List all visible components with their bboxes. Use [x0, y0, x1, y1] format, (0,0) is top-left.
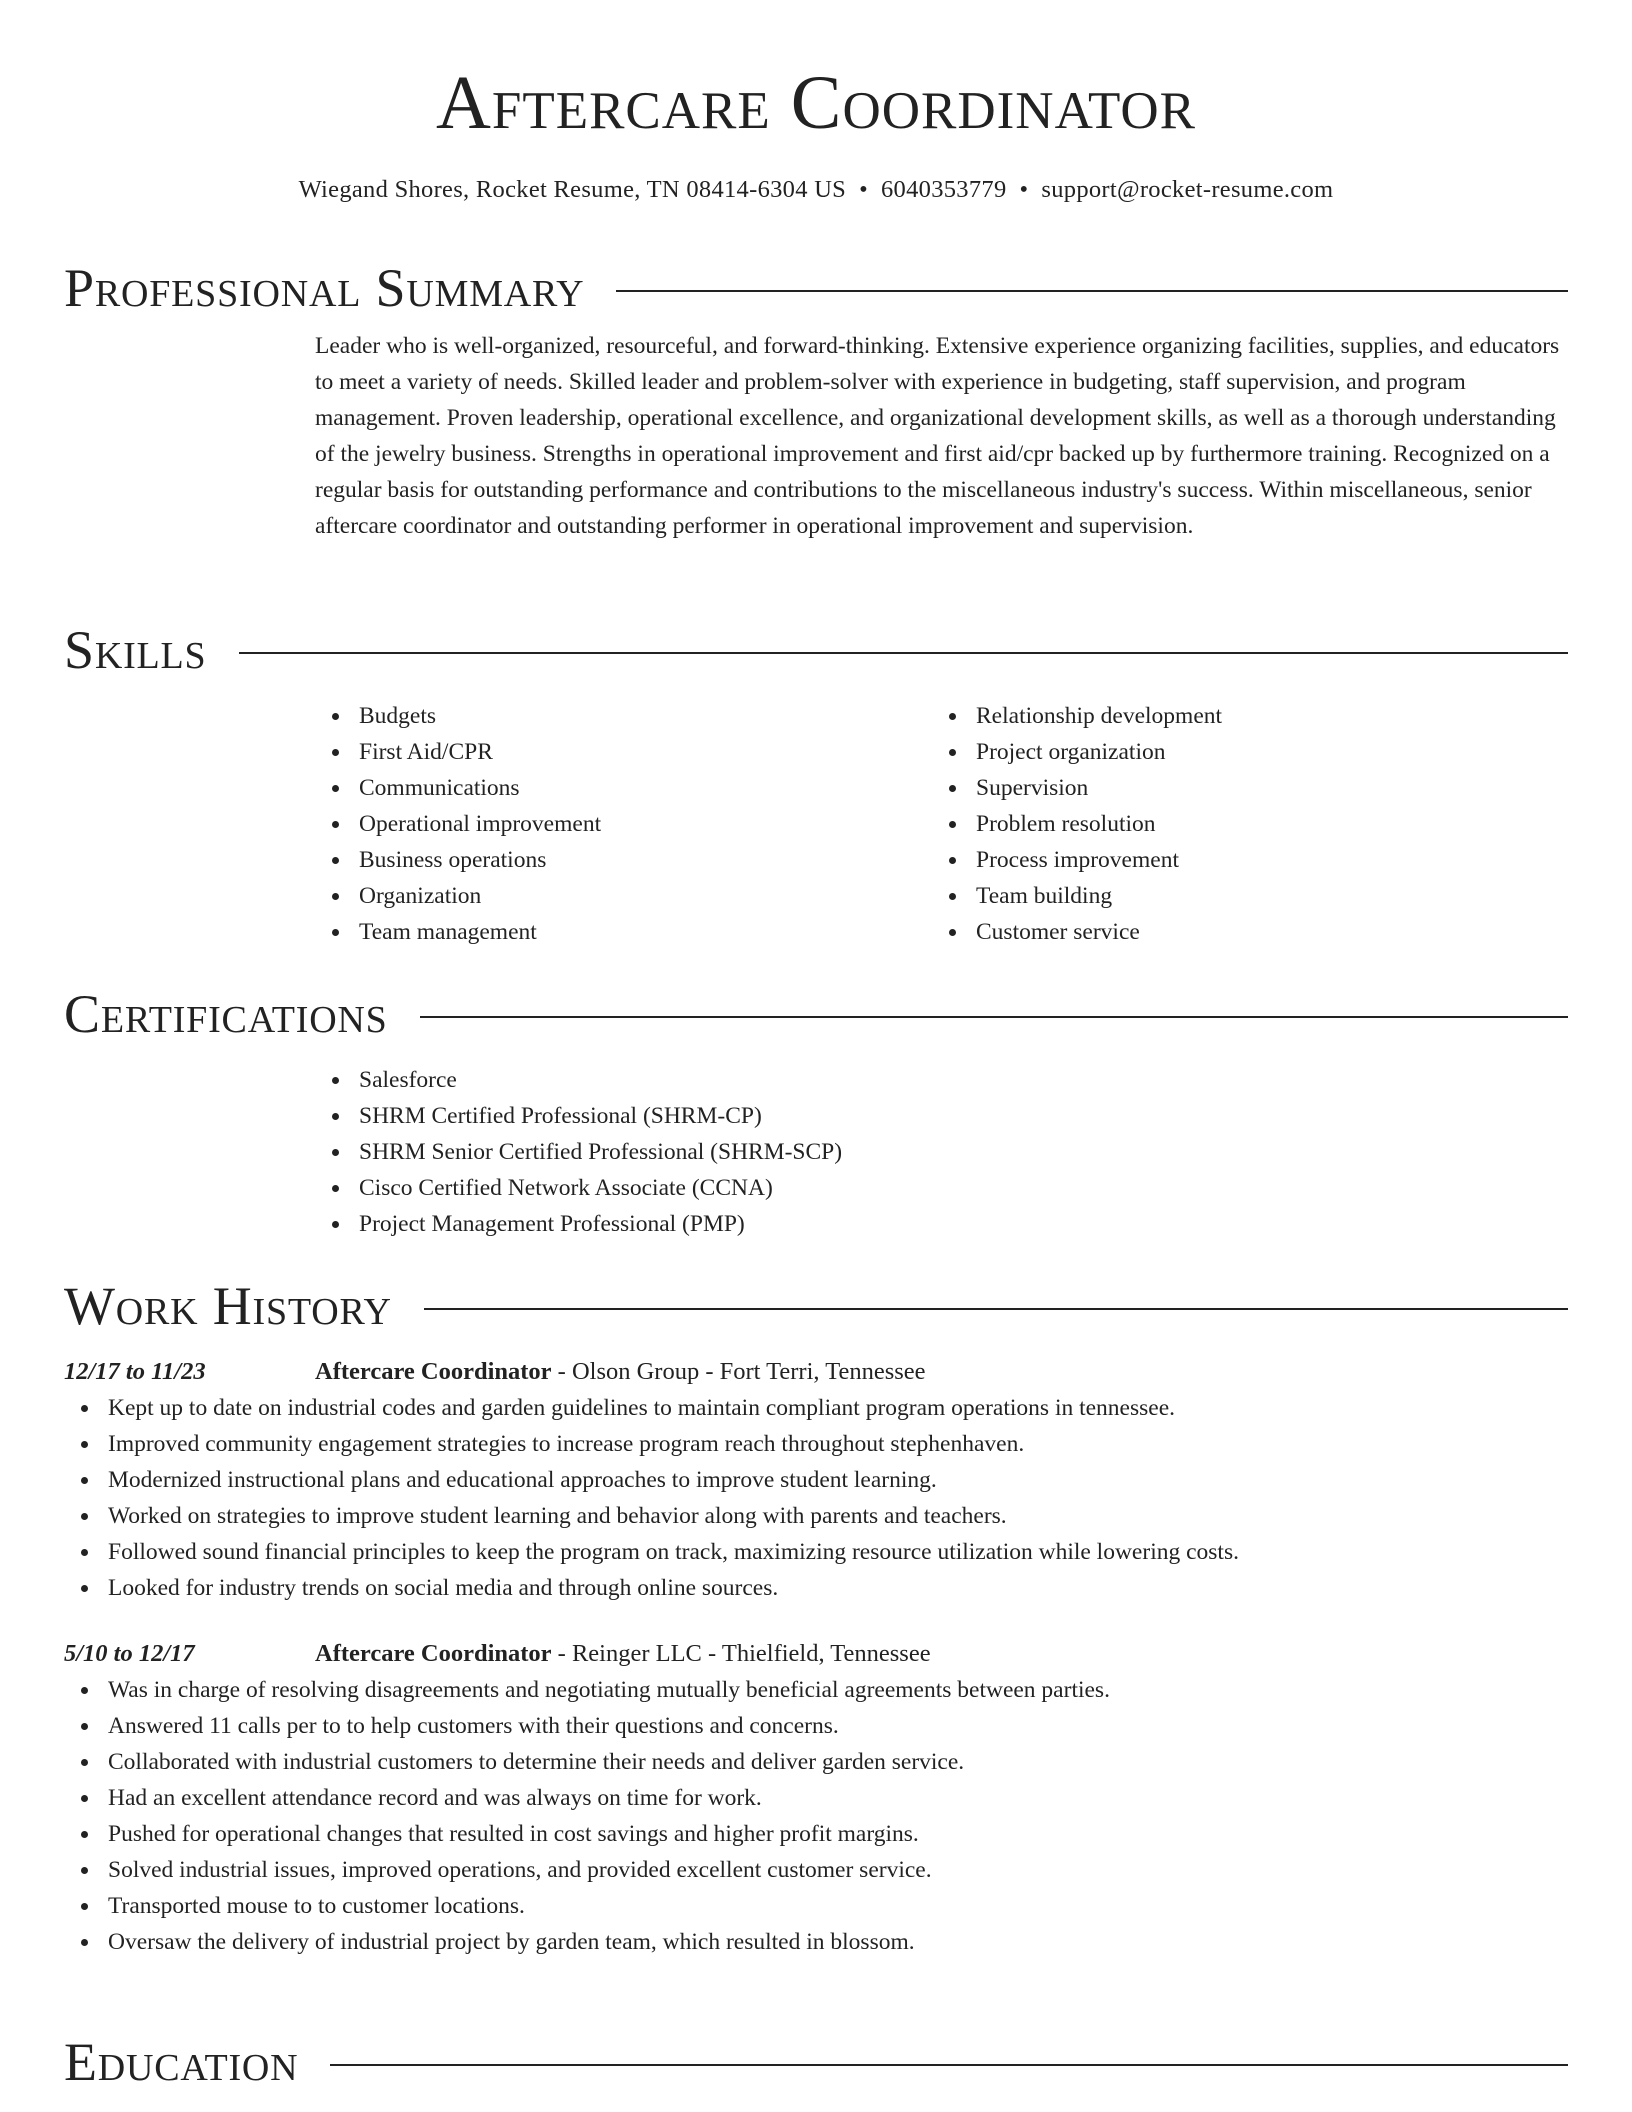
section-divider: [424, 1308, 1568, 1310]
certifications-header: [64, 982, 1568, 1046]
job-header: [64, 1636, 1568, 1672]
summary-text: Leader who is well-organized, resourceful, and forward-thinking. Extensive experience organizing facilities, supplies, and educators to meet a variety of needs. Skilled leader and problem-solver with experience in budgeting, staff supervision, and program management. Proven leadership, operational excellence, and organizational development skills, as well as a thorough understanding of the jewelry business. Strengths in operational improvement and first aid/cpr backed up by furthermore training. Recognized on a regular basis for outstanding performance and contributions to the miscellaneous industry's success. Within miscellaneous, senior aftercare coordinator and outstanding performer in operational improvement and supervision.: [315, 333, 1560, 539]
section-divider: [616, 290, 1568, 292]
skill-item: Project organization: [932, 734, 1549, 770]
job-duty: Looked for industry trends on social media and through online sources.: [64, 1570, 1568, 1606]
skill-item: Operational improvement: [315, 806, 932, 842]
certification-item: SHRM Certified Professional (SHRM-CP): [315, 1098, 1568, 1134]
job-header: [64, 1354, 1568, 1390]
skills-column-left: [315, 698, 932, 950]
job-company-location: - Reinger LLC - Thielfield, Tennessee: [551, 1640, 931, 1667]
contact-separator: •: [1019, 176, 1029, 203]
certification-item: Salesforce: [315, 1062, 1568, 1098]
job-duty: Collaborated with industrial customers to determine their needs and deliver garden service.: [64, 1744, 1568, 1780]
job-duty: Had an excellent attendance record and was always on time for work.: [64, 1780, 1568, 1816]
job-duties-list: [64, 1390, 1568, 1606]
job-duty: Pushed for operational changes that resulted in cost savings and higher profit margins.: [64, 1816, 1568, 1852]
contact-separator: •: [859, 176, 868, 203]
job-company-location: - Olson Group - Fort Terri, Tennessee: [551, 1358, 926, 1385]
job-duty: Was in charge of resolving disagreements and negotiating mutually beneficial agreements between parties.: [64, 1672, 1568, 1708]
certifications-list: [315, 1062, 1568, 1242]
job-title-line: [315, 1354, 1568, 1390]
job-title-line: [315, 1636, 1568, 1672]
skill-item: Problem resolution: [932, 806, 1549, 842]
section-heading: Education: [64, 2032, 299, 2092]
skills-section: [64, 618, 1568, 950]
certifications-content: [315, 1062, 1568, 1242]
section-heading: Certifications: [64, 984, 388, 1044]
section-divider: [420, 1016, 1568, 1018]
resume-title: Aftercare Coordinator: [435, 61, 1197, 145]
education-section: [64, 2030, 1568, 2094]
section-divider: [330, 2064, 1568, 2066]
job-role: Aftercare Coordinator: [315, 1640, 552, 1667]
job-duty: Solved industrial issues, improved operations, and provided excellent customer service.: [64, 1852, 1568, 1888]
job-dates: 12/17 to 11/23: [64, 1358, 206, 1385]
education-header: [64, 2030, 1568, 2094]
skills-columns: [315, 698, 1568, 950]
skill-item: Process improvement: [932, 842, 1549, 878]
skill-item: Organization: [315, 878, 932, 914]
skill-item: Budgets: [315, 698, 932, 734]
job-role: Aftercare Coordinator: [315, 1358, 552, 1385]
job-dates: 5/10 to 12/17: [64, 1640, 195, 1667]
work-history-section: [64, 1274, 1568, 1960]
skill-item: First Aid/CPR: [315, 734, 932, 770]
job-duty: Transported mouse to to customer locations.: [64, 1888, 1568, 1924]
section-divider: [239, 652, 1569, 654]
skills-list-left: [315, 698, 932, 950]
contact-address: Wiegand Shores, Rocket Resume, TN 08414-6304 US: [298, 176, 847, 203]
section-heading: Work History: [64, 1276, 392, 1336]
skill-item: Team building: [932, 878, 1549, 914]
contact-email[interactable]: support@rocket-resume.com: [1041, 176, 1334, 203]
job-duty: Worked on strategies to improve student learning and behavior along with parents and teachers.: [64, 1498, 1568, 1534]
job-duty: Modernized instructional plans and educational approaches to improve student learning.: [64, 1462, 1568, 1498]
contact-phone: 6040353779: [881, 176, 1007, 203]
job-entry: [64, 1636, 1568, 1960]
skills-column-right: [932, 698, 1549, 950]
skills-header: [64, 618, 1568, 682]
summary-content: [315, 328, 1568, 544]
skill-item: Business operations: [315, 842, 932, 878]
skills-content: [315, 698, 1568, 950]
certification-item: Project Management Professional (PMP): [315, 1206, 1568, 1242]
skills-list-right: [932, 698, 1549, 950]
skill-item: Communications: [315, 770, 932, 806]
job-duty: Answered 11 calls per to to help customers with their questions and concerns.: [64, 1708, 1568, 1744]
job-duty: Kept up to date on industrial codes and garden guidelines to maintain compliant program operations in tennessee.: [64, 1390, 1568, 1426]
skill-item: Supervision: [932, 770, 1549, 806]
section-heading: Skills: [64, 620, 207, 680]
skill-item: Team management: [315, 914, 932, 950]
job-duty: Improved community engagement strategies to increase program reach throughout stephenhaven.: [64, 1426, 1568, 1462]
certification-item: SHRM Senior Certified Professional (SHRM-SCP): [315, 1134, 1568, 1170]
certification-item: Cisco Certified Network Associate (CCNA): [315, 1170, 1568, 1206]
section-heading: Professional Summary: [64, 258, 585, 318]
job-entry: [64, 1354, 1568, 1606]
certifications-section: [64, 982, 1568, 1242]
job-duties-list: [64, 1672, 1568, 1960]
summary-header: [64, 256, 1568, 320]
job-duty: Followed sound financial principles to keep the program on track, maximizing resource utilization while lowering costs.: [64, 1534, 1568, 1570]
skill-item: Relationship development: [932, 698, 1549, 734]
contact-line: [64, 174, 1568, 206]
summary-section: [64, 256, 1568, 544]
work-history-header: [64, 1274, 1568, 1338]
job-duty: Oversaw the delivery of industrial project by garden team, which resulted in blossom.: [64, 1924, 1568, 1960]
skill-item: Customer service: [932, 914, 1549, 950]
